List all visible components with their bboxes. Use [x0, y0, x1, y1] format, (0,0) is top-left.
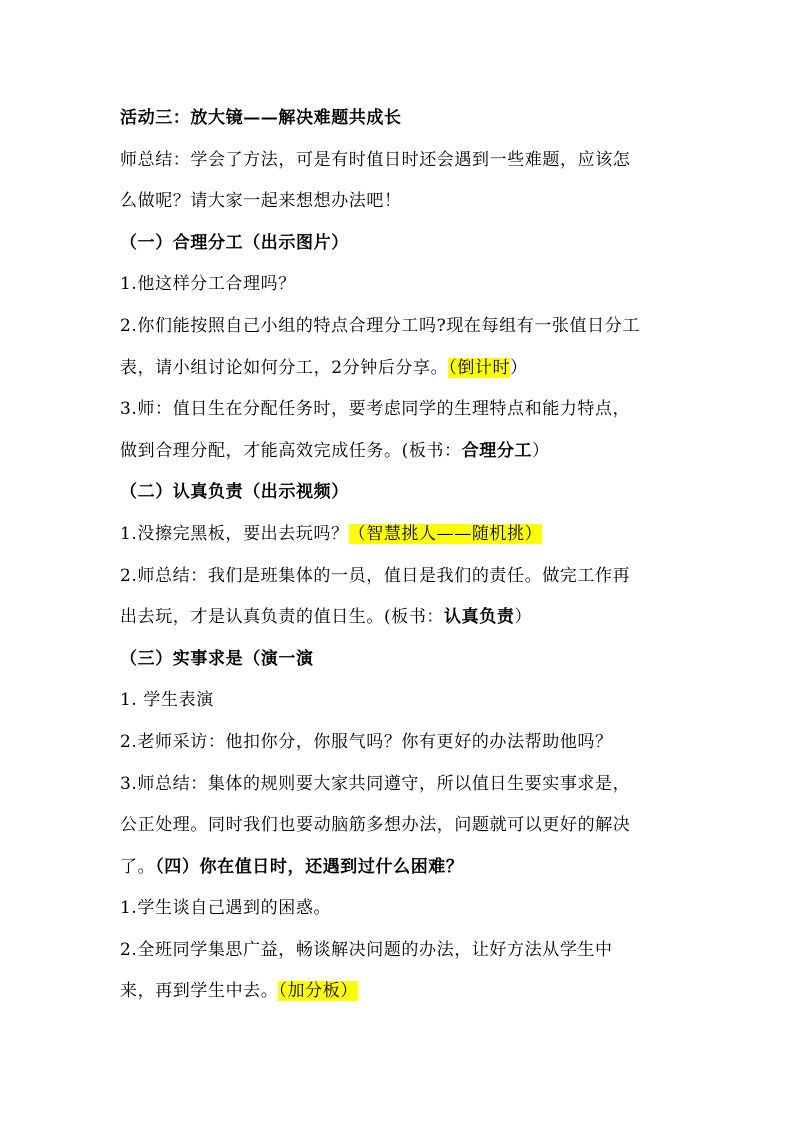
text-run: ） — [510, 357, 528, 378]
board-note: 合理分工 — [461, 440, 533, 461]
section-heading: （一）合理分工（出示图片） — [120, 232, 349, 253]
highlighted-note: （智慧挑人——随机挑） — [348, 523, 543, 544]
list-item: 1. 学生表演 — [120, 690, 214, 711]
list-item: 3.师：值日生在分配任务时，要考虑同学的生理特点和能力特点， — [120, 399, 631, 420]
list-item-continuation — [120, 853, 680, 881]
text-run: ） — [514, 607, 533, 628]
list-item: 2.师总结：我们是班集体的一员，值日是我们的责任。做完工作再 — [120, 565, 631, 586]
highlighted-note: （倒计时 — [448, 357, 511, 378]
list-item-continuation — [120, 603, 680, 631]
highlighted-note: （加分板） — [278, 981, 358, 1002]
list-item-continuation — [120, 354, 680, 382]
list-item-continuation: 公正处理。同时我们也要动脑筋多想办法，问题就可以更好的解决 — [120, 815, 631, 836]
list-item: 1.他这样分工合理吗？ — [120, 274, 296, 295]
list-item: 2.你们能按照自己小组的特点合理分工吗?现在每组有一张值日分工 — [120, 315, 640, 336]
text-run: 出去玩，才是认真负责的值日生。(板书： — [120, 607, 445, 628]
section-heading: （四）你在值日时，还遇到过什么困难？ — [155, 856, 464, 877]
list-item: 2.全班同学集思广益，畅谈解决问题的办法，让好方法从学生中 — [120, 939, 613, 960]
list-item-continuation — [120, 437, 680, 465]
text-run: 了。 — [120, 856, 156, 877]
paragraph-line: 师总结：学会了方法，可是有时值日时还会遇到一些难题，应该怎 — [120, 149, 631, 170]
list-item: 2.老师采访：他扣你分，你服气吗？你有更好的办法帮助他吗？ — [120, 731, 613, 752]
document-body — [120, 104, 680, 1019]
text-run: 1.没擦完黑板，要出去玩吗？ — [120, 523, 349, 544]
list-item: 1.学生谈自己遇到的困惑。 — [120, 898, 332, 919]
section-heading: （二）认真负责（出示视频） — [120, 482, 349, 503]
text-run: 来，再到学生中去。 — [120, 981, 279, 1002]
text-run: 做到合理分配，才能高效完成任务。(板书： — [120, 440, 462, 461]
text-run: 表，请小组讨论如何分工，2分钟后分享。 — [120, 357, 449, 378]
text-run: ） — [532, 440, 550, 461]
list-item: 3.师总结：集体的规则要大家共同遵守，所以值日生要实事求是， — [120, 773, 631, 794]
activity-title: 活动三：放大镜——解决难题共成长 — [120, 108, 402, 128]
list-item — [120, 520, 680, 548]
section-heading: （三）实事求是（演一演 — [120, 648, 314, 669]
list-item-continuation — [120, 977, 680, 1005]
paragraph-line: 么做呢？请大家一起来想想办法吧！ — [120, 191, 402, 212]
board-note: 认真负责 — [444, 607, 515, 628]
